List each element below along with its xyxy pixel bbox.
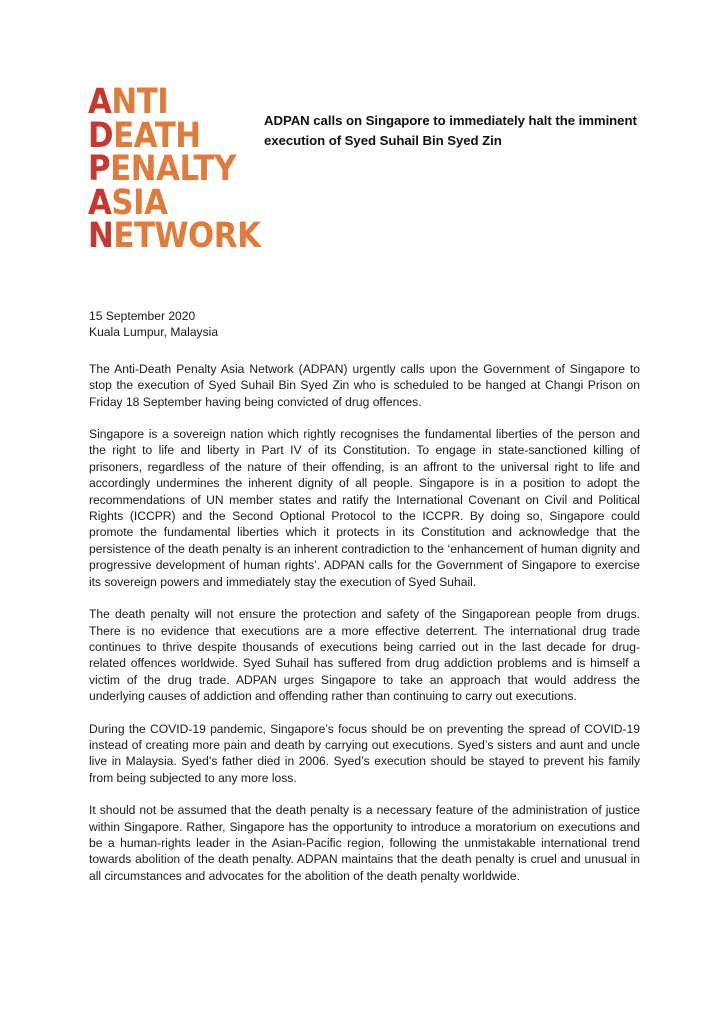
dateline-location: Kuala Lumpur, Malaysia	[89, 325, 219, 340]
logo-line-asia	[88, 182, 220, 223]
spacer	[89, 341, 640, 361]
body-paragraph-5: It should not be assumed that the death penalty is a necessary feature of the administration of justice within Singapore. Rather, Singapore has the opportunity to introduce a moratorium on executions and be a human-rights leader in the Asian-Pacific region, following the unmistakable international trend towards abolition of the death penalty. ADPAN maintains that the death penalty is cruel and unusual in all circumstances and advocates for the abolition of the death penalty worldwide.	[89, 803, 640, 883]
body-paragraph-2: Singapore is a sovereign nation which rightly recognises the fundamental liberties of the person and the right to life and liberty in Part IV of its Constitution. To engage in state-sanctioned killing of prisoners, regardless of the nature of their offending, is an affront to the universal right to life and accordingly undermines the inherent dignity of all people. Singapore is in a position to adopt the recommendations of UN member states and ratify the International Covenant on Civil and Political Rights (ICCPR) and the Second Optional Protocol to the ICCPR. By doing so, Singapore could promote the fundamental liberties which it protects in its Constitution and acknowledge that the persistence of the death penalty is an inherent contradiction to the ‘enhancement of human dignity and progressive development of human rights’. ADPAN calls for the Government of Singapore to exercise its sovereign powers and immediately stay the execution of Syed Suhail.	[89, 427, 640, 589]
document-body	[89, 308, 640, 884]
body-paragraph-1: The Anti-Death Penalty Asia Network (ADPAN) urgently calls upon the Government of Singapore to stop the execution of Syed Suhail Bin Syed Zin who is scheduled to be hanged at Changi Prison on Friday 18 September having being convicted of drug offences.	[89, 361, 640, 409]
spacer	[89, 786, 640, 802]
page-title: ADPAN calls on Singapore to immediately halt the imminent execution of Syed Suhail Bin Syed Zin	[264, 113, 637, 148]
body-paragraph-4: During the COVID-19 pandemic, Singapore’s focus should be on preventing the spread of COVID-19 instead of creating more pain and death by carrying out executions. Syed’s sisters and aunt and uncle live in Malaysia. Syed’s father died in 2006. Syed’s execution should be stayed to prevent his family from being subjected to any more loss.	[89, 721, 640, 785]
dateline-date: 15 September 2020	[89, 309, 196, 323]
logo-rest-eath: EATH	[113, 115, 201, 156]
body-paragraph-3: The death penalty will not ensure the protection and safety of the Singaporean people from drugs. There is no evidence that executions are a more effective deterrent. The international drug trade continues to thrive despite thousands of executions being carried out in the last decade for drug-related offences worldwide. Syed Suhail has suffered from drug addiction problems and is himself a victim of the drug trade. ADPAN urges Singapore to take an approach that would address the underlying causes of addiction and offending rather than continuing to carry out executions.	[89, 607, 640, 704]
document-header	[0, 0, 724, 290]
logo-rest-sia: SIA	[111, 182, 168, 223]
logo-initial-a2: A	[88, 182, 112, 223]
logo-line-network	[88, 216, 261, 257]
logo-rest-enalty: ENALTY	[110, 149, 236, 190]
spacer	[89, 590, 640, 606]
logo-line-death	[88, 115, 220, 156]
logo-line-penalty	[88, 149, 236, 190]
logo-initial-p: P	[88, 149, 111, 190]
dateline-block	[89, 308, 640, 341]
logo-initial-a: A	[88, 82, 112, 122]
spacer	[89, 705, 640, 721]
logo-rest-nti: NTI	[111, 82, 169, 122]
logo-line-anti	[88, 82, 220, 122]
logo-initial-n: N	[88, 216, 114, 257]
adpan-logo	[88, 82, 261, 257]
spacer	[89, 410, 640, 426]
logo-initial-d: D	[88, 115, 114, 156]
logo-rest-etwork: ETWORK	[113, 216, 261, 257]
